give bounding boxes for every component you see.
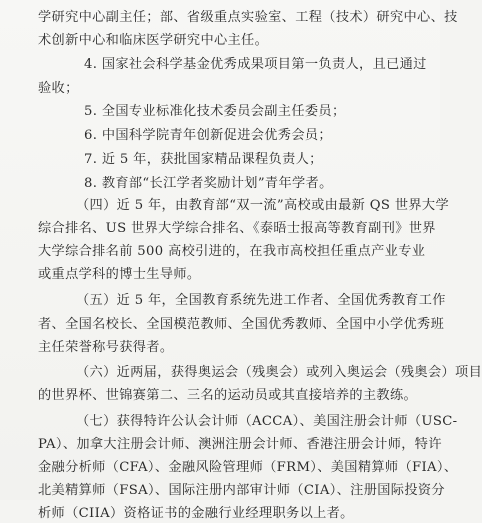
list-item: 4. 国家社会科学基金优秀成果项目第一负责人，且已通过 — [84, 57, 427, 72]
section-paragraph-start: （四）近 5 年，由教育部“双一流”高校或由最新 QS 世界大学 — [76, 198, 449, 213]
section-paragraph-start: （五）近 5 年，全国教育系统先进工作者、全国优秀教育工作 — [76, 293, 446, 308]
list-item: 6. 中国科学院青年创新促进会优秀会员； — [84, 128, 332, 143]
list-item: 7. 近 5 年，获批国家精品课程负责人； — [84, 152, 323, 167]
section-paragraph-start: （六）近两届，获得奥运会（残奥会）或列入奥运会（残奥会）项目 — [76, 365, 482, 380]
text-line: 或重点学科的博士生导师。 — [38, 267, 201, 282]
text-line: 者、全国名校长、全国模范教师、全国优秀教师、全国中小学优秀班 — [38, 317, 445, 332]
text-line: PA）、加拿大注册会计师、澳洲注册会计师、香港注册会计师，特许 — [38, 437, 442, 452]
text-line: 验收； — [38, 81, 79, 96]
text-line: 北美精算师（FSA）、国际注册内部审计师（CIA）、注册国际投资分 — [38, 483, 445, 498]
text-line: 大学综合排名前 500 高校引进的，在我市高校担任重点产业专业 — [38, 244, 426, 259]
section-paragraph-start: （七）获得特许公认会计师（ACCA）、美国注册会计师（USC- — [76, 414, 458, 429]
text-line: 金融分析师（CFA）、金融风险管理师（FRM）、美国精算师（FIA）、 — [38, 460, 458, 475]
list-item: 5. 全国专业标准化技术委员会副主任委员； — [84, 104, 346, 119]
list-item: 8. 教育部“长江学者奖励计划”青年学者。 — [84, 176, 333, 191]
text-line: 术创新中心和临床医学研究中心主任。 — [38, 33, 269, 48]
text-line: 学研究中心副主任；部、省级重点实验室、工程（技术）研究中心、技 — [38, 10, 458, 25]
text-line: 综合排名、US 世界大学综合排名、《泰晤士报高等教育副刊》世界 — [38, 221, 436, 236]
text-line: 主任荣誉称号获得者。 — [38, 340, 174, 355]
text-line: 析师（CIIA）资格证书的金融行业经理职务以上者。 — [38, 506, 354, 521]
text-line: 的世界杯、世锦赛第二、三名的运动员或其直接培养的主教练。 — [38, 388, 418, 403]
